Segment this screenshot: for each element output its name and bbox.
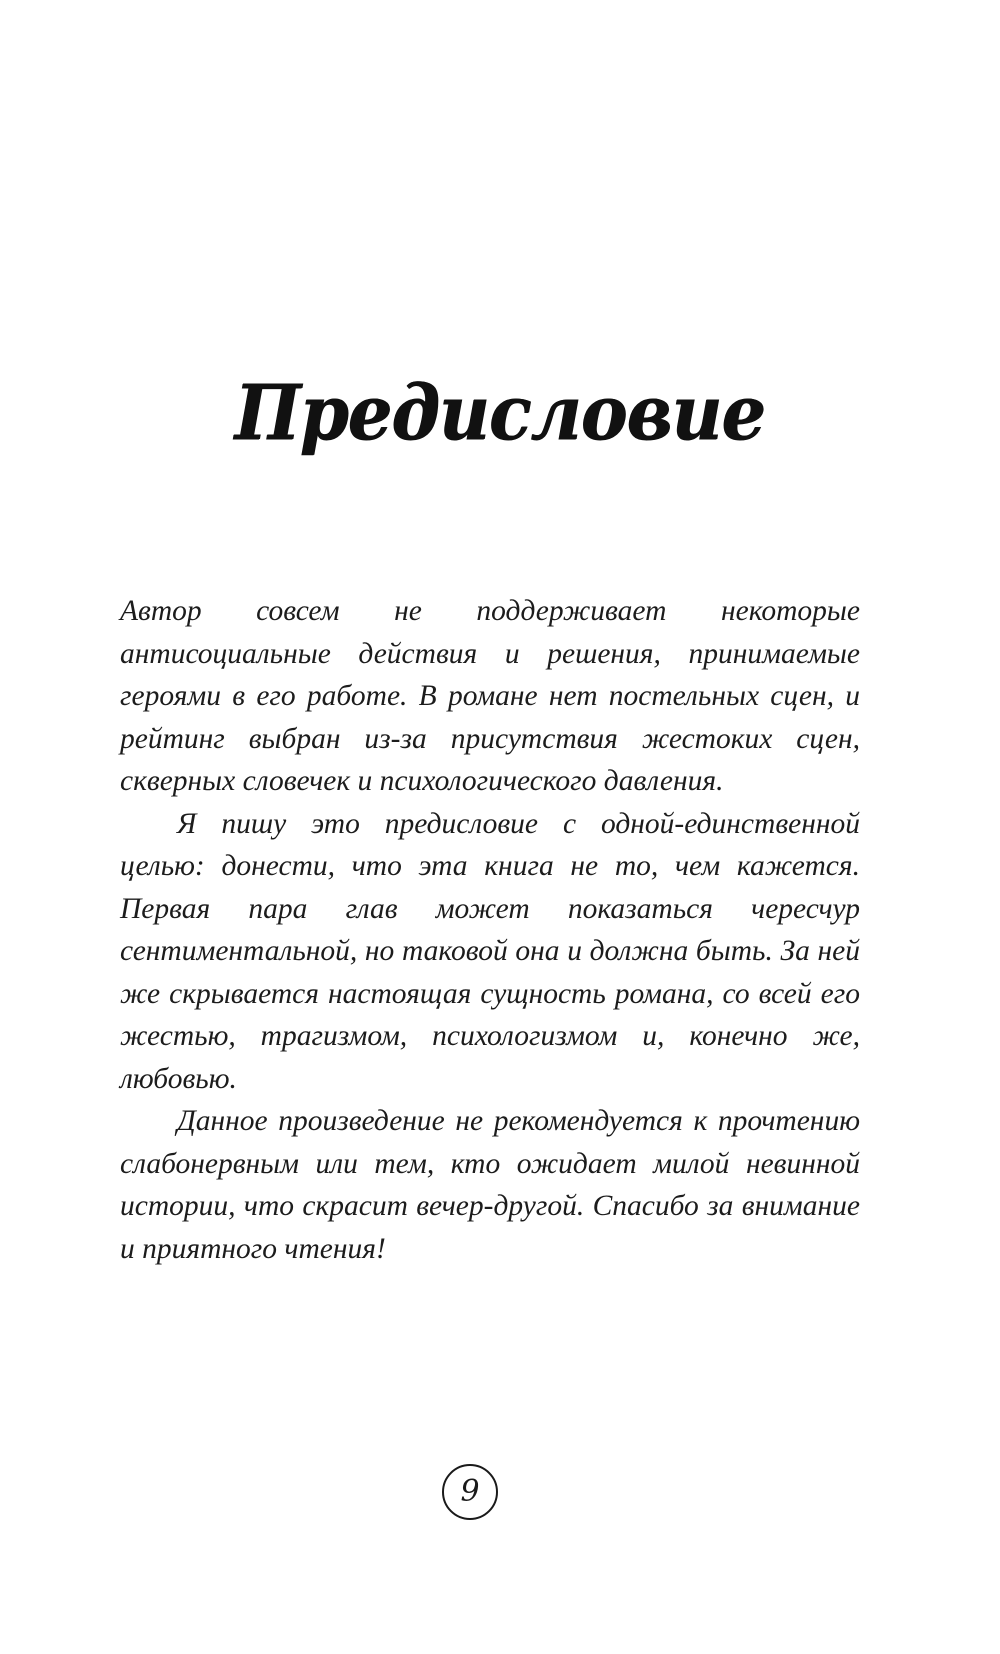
paragraph-2: Я пишу это предисловие с одной-единственной целью: донести, что эта книга не то, чем кажется. Первая пара глав может показаться чересчур сентиментальной, но таковой она и должна быть. За ней же скрывается настоящая сущность романа, со всей его жестью, трагизмом, психологизмом и, конечно же, любовью. [120,807,860,1095]
preface-text [120,590,860,1270]
chapter-title: Предисловие [234,367,766,457]
page-number-badge [442,1464,498,1520]
paragraph-1: Автор совсем не поддерживает некоторые антисоциальные действия и решения, принимаемые героями в его работе. В романе нет постельных сцен, и рейтинг выбран из-за присутствия жестоких сцен, скверных словечек и психологического давления. [120,595,860,797]
paragraph-3: Данное произведение не рекомендуется к прочтению слабонервным или тем, кто ожидает милой невинной истории, что скрасит вечер-другой. Спасибо за внимание и приятного чтения! [120,1105,860,1265]
page-number: 9 [460,1474,480,1509]
